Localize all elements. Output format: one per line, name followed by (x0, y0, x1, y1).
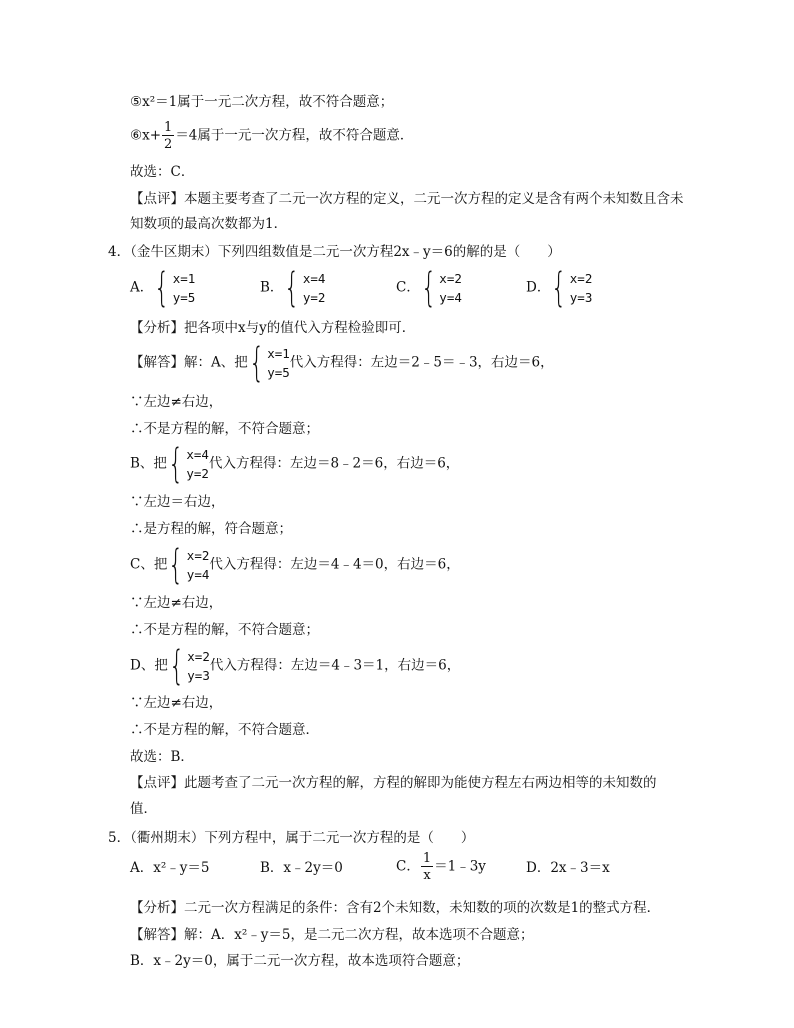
q4-a-therefore: ∴不是方程的解，不符合题意； (130, 421, 319, 437)
solution-line-5: ⑤x²＝1属于一元二次方程，故不符合题意； (130, 94, 394, 110)
q4-option-c (396, 265, 462, 311)
q4-comment-line-2: 值． (130, 801, 157, 817)
fraction-numerator: 1 (164, 120, 173, 135)
q5-analysis: 【分析】二元一次方程满足的条件：含有2个未知数，未知数的项的次数是1的整式方程． (130, 900, 661, 916)
system-row-2: y=3 (187, 668, 210, 683)
solution-suffix: 代入方程得：左边＝4﹣4＝0，右边＝6， (209, 556, 460, 573)
q4-b-because: ∵左边＝右边， (130, 494, 225, 510)
q4-answer: 故选：B． (130, 749, 194, 765)
comment-line-1-q3: 【点评】本题主要考查了二元一次方程的定义，二元一次方程的定义是含有两个未知数且含未 (130, 191, 684, 207)
q4-option-a (130, 265, 196, 311)
q4-solution-a (130, 340, 554, 386)
system-row-2: y=5 (172, 290, 196, 305)
system-row-1: x=2 (569, 271, 593, 286)
equation-system (248, 340, 290, 386)
q5-option-d: D．2x﹣3＝x (526, 860, 610, 876)
equation-system (167, 441, 209, 487)
solution-suffix: 代入方程得：左边＝4﹣3＝1，右边＝6， (209, 657, 461, 674)
system-row-1: x=1 (172, 271, 196, 286)
brace-icon: { (168, 441, 184, 487)
system-row-1: x=2 (186, 548, 210, 563)
question-5-stem: 5．（衢州期末）下列方程中，属于二元一次方程的是（ ） (108, 830, 475, 846)
q4-d-because: ∵左边≠右边， (130, 695, 223, 711)
system-row-2: y=3 (569, 290, 593, 305)
solution-suffix: 代入方程得：左边＝8﹣2＝6，右边＝6， (208, 455, 460, 472)
option-label: A． (130, 279, 154, 296)
comment-line-2-q3: 知数项的最高次数都为1． (130, 216, 288, 232)
fraction-one-over-x (421, 852, 433, 882)
q5-solution-b: B．x﹣2y＝0，属于二元一次方程，故本选项符合题意； (130, 953, 470, 969)
fraction-one-half (162, 121, 174, 151)
brace-icon: { (420, 265, 437, 311)
solution-line-6 (130, 121, 413, 151)
q4-b-therefore: ∴是方程的解，符合题意； (130, 521, 292, 537)
option-label: D． (526, 279, 551, 296)
q4-c-therefore: ∴不是方程的解，不符合题意； (130, 622, 319, 638)
system-row-2: y=4 (186, 567, 210, 582)
system-row-1: x=2 (439, 271, 462, 286)
answer-line-q3: 故选：C． (130, 164, 195, 180)
q4-a-because: ∵左边≠右边， (130, 394, 223, 410)
equation-system (168, 643, 210, 689)
fraction-denominator: x (423, 868, 431, 883)
q4-c-because: ∵左边≠右边， (130, 595, 223, 611)
option-label: B． (260, 279, 284, 296)
q5-option-b: B．x﹣2y＝0 (260, 860, 343, 876)
system-row-2: y=5 (267, 365, 290, 380)
q4-option-d (526, 265, 593, 311)
system-row-1: x=4 (302, 271, 326, 286)
q4-solution-c (130, 542, 460, 588)
system-row-2: y=2 (302, 290, 326, 305)
q4-solution-d (130, 643, 461, 689)
q4-d-therefore: ∴不是方程的解，不符合题意． (130, 722, 319, 738)
brace-icon: { (248, 340, 265, 386)
solution-prefix: 【解答】解：A、把 (130, 354, 248, 371)
system-row-2: y=4 (439, 290, 462, 305)
brace-icon: { (284, 265, 300, 311)
line-6-suffix: ＝4属于一元一次方程，故不符合题意． (175, 127, 414, 144)
equation-system (420, 265, 462, 311)
brace-icon: { (168, 643, 185, 689)
q4-analysis: 【分析】把各项中x与y的值代入方程检验即可． (130, 320, 416, 336)
option-label: C． (396, 279, 420, 296)
fraction-denominator: 2 (164, 137, 173, 152)
question-4-stem: 4．（金牛区期末）下列四组数值是二元一次方程2x﹣y＝6的解的是（ ） (108, 244, 561, 260)
system-row-2: y=2 (186, 466, 209, 481)
equation-system (550, 265, 593, 311)
system-row-1: x=4 (186, 447, 209, 462)
equation-system (153, 265, 196, 311)
q4-solution-b (130, 441, 460, 487)
q5-option-c (396, 852, 486, 882)
solution-prefix: D、把 (130, 657, 168, 674)
equation-system (283, 265, 326, 311)
q4-option-b (260, 265, 326, 311)
brace-icon: { (551, 265, 567, 311)
brace-icon: { (154, 265, 170, 311)
option-label: C． (396, 858, 420, 875)
fraction-numerator: 1 (422, 851, 432, 866)
q5-solution-a: 【解答】解：A．x²﹣y＝5，是二元二次方程，故本选项不合题意； (130, 927, 534, 943)
option-c-suffix: ＝1﹣3y (434, 858, 486, 875)
q4-comment-line-1: 【点评】此题考查了二元一次方程的解，方程的解即为能使方程左右两边相等的未知数的 (130, 775, 657, 791)
equation-system (167, 542, 210, 588)
solution-suffix: 代入方程得：左边＝2﹣5＝﹣3，右边＝6， (289, 354, 554, 371)
brace-icon: { (168, 542, 184, 588)
solution-prefix: C、把 (130, 556, 168, 573)
solution-prefix: B、把 (130, 455, 167, 472)
q5-option-a: A．x²﹣y＝5 (130, 860, 210, 876)
system-row-1: x=2 (187, 649, 210, 664)
system-row-1: x=1 (267, 346, 290, 361)
line-6-prefix: ⑥x+ (130, 127, 162, 144)
